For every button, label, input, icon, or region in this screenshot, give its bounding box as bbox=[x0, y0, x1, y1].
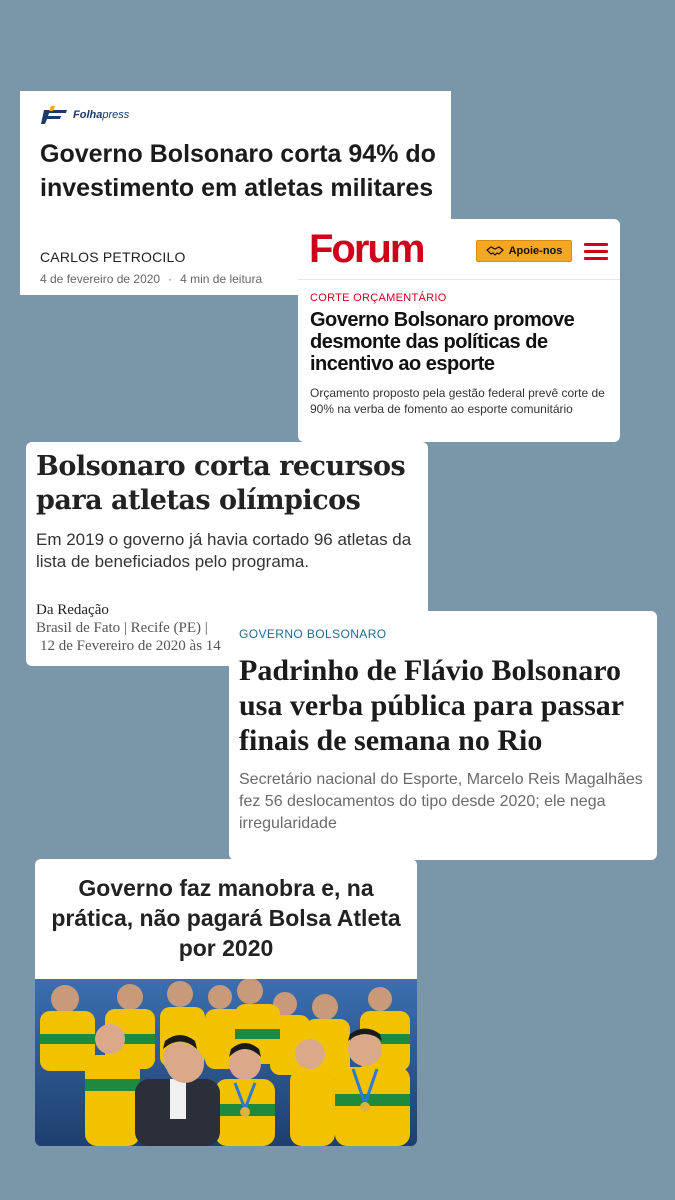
folha-f-icon bbox=[41, 106, 67, 124]
folha-brand: Folha bbox=[73, 109, 103, 121]
article-kicker[interactable]: CORTE ORÇAMENTÁRIO bbox=[310, 292, 447, 304]
forum-logo[interactable]: Forum bbox=[309, 227, 424, 271]
article-subtitle: Em 2019 o governo já havia cortado 96 atletas da lista de beneficiados pelo programa. bbox=[36, 530, 412, 571]
bolsa-atleta-article-card[interactable] bbox=[35, 859, 417, 1146]
folhapress-logo bbox=[41, 106, 129, 124]
athletes-group-photo[interactable] bbox=[35, 979, 417, 1146]
hamburger-menu-icon[interactable] bbox=[584, 243, 608, 259]
header-divider bbox=[298, 279, 620, 280]
apoie-nos-button[interactable] bbox=[476, 240, 572, 262]
handshake-icon bbox=[486, 245, 504, 257]
padrinho-article-card[interactable] bbox=[229, 611, 657, 860]
article-headline[interactable]: Bolsonaro corta recursos para atletas olímpicos bbox=[36, 451, 406, 516]
folha-brand-suffix: press bbox=[102, 109, 130, 121]
article-author[interactable]: CARLOS PETROCILO bbox=[40, 249, 186, 265]
article-headline[interactable]: Governo Bolsonaro corta 94% do investimento em atletas militares bbox=[40, 140, 436, 202]
read-time: 4 min de leitura bbox=[180, 272, 263, 286]
article-subtitle: Orçamento proposto pela gestão federal prevê corte de 90% na verba de fomento ao esporte comunitário bbox=[310, 386, 605, 416]
article-date: 12 de Fevereiro de 2020 às 14 bbox=[40, 638, 221, 654]
forum-article-card[interactable] bbox=[298, 219, 620, 442]
article-author: Da Redação bbox=[36, 602, 109, 618]
article-headline[interactable]: Governo faz manobra e, na prática, não pagará Bolsa Atleta por 2020 bbox=[51, 875, 401, 961]
article-kicker[interactable]: GOVERNO BOLSONARO bbox=[239, 627, 387, 641]
article-subtitle: Secretário nacional do Esporte, Marcelo Reis Magalhães fez 56 deslocamentos do tipo desde 2020; ele nega irregularidade bbox=[239, 771, 643, 832]
article-headline[interactable]: Padrinho de Flávio Bolsonaro usa verba pública para passar finais de semana no Rio bbox=[239, 654, 624, 757]
article-source: Brasil de Fato | Recife (PE) | bbox=[36, 620, 208, 636]
apoie-nos-label: Apoie-nos bbox=[508, 245, 563, 257]
article-meta bbox=[40, 272, 262, 286]
article-headline[interactable]: Governo Bolsonaro promove desmonte das políticas de incentivo ao esporte bbox=[310, 309, 575, 375]
article-date: 4 de fevereiro de 2020 bbox=[40, 272, 161, 286]
meta-separator: · bbox=[168, 272, 173, 286]
